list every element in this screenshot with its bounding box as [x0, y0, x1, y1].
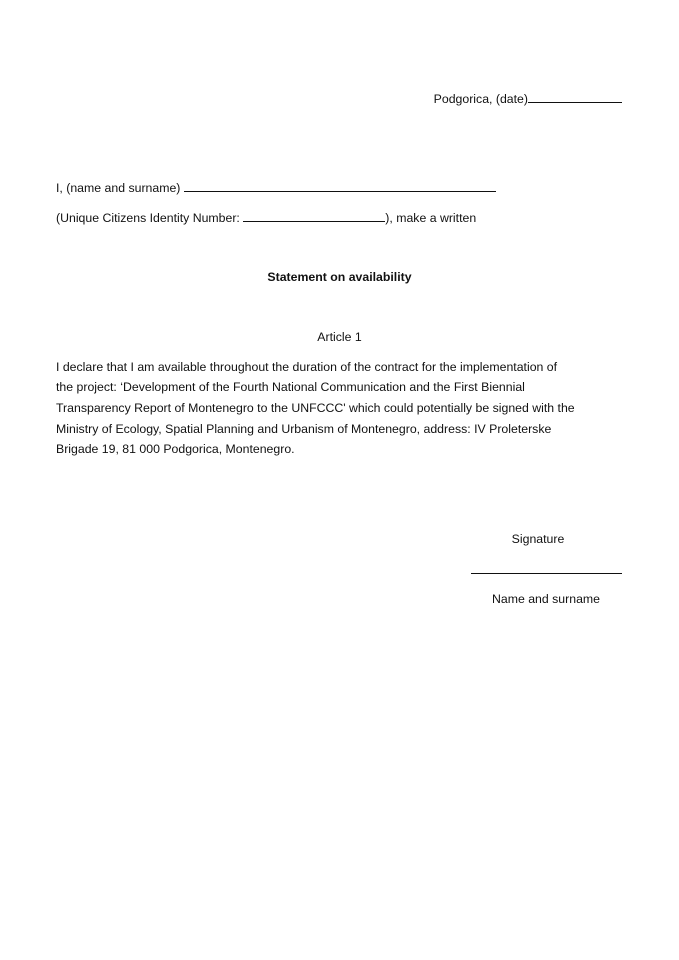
place-date-line: [434, 90, 622, 107]
article-line: Brigade 19, 81 000 Podgorica, Montenegro.: [56, 442, 295, 456]
ucin-line: [56, 209, 476, 226]
article-line: Transparency Report of Montenegro to the UNFCCC' which could potentially be signed with the: [56, 401, 575, 415]
ucin-blank: [243, 209, 385, 222]
ucin-suffix: ), make a written: [385, 211, 477, 225]
date-blank: [528, 90, 622, 103]
article-line: I declare that I am available throughout the duration of the contract for the implementation of: [56, 360, 558, 374]
name-line: [56, 179, 496, 196]
place-date-label: Podgorica, (date): [433, 92, 528, 106]
article-line: Ministry of Ecology, Spatial Planning and Urbanism of Montenegro, address: IV Proleterske: [56, 422, 552, 436]
signature-line: [471, 573, 622, 574]
statement-title: Statement on availability: [267, 270, 412, 284]
name-label: I, (name and surname): [56, 181, 181, 195]
ucin-label: (Unique Citizens Identity Number:: [56, 211, 240, 225]
article-line: the project: ‘Development of the Fourth National Communication and the First Biennial: [56, 380, 525, 394]
name-blank: [184, 179, 496, 192]
article-heading: Article 1: [317, 330, 362, 344]
signature-label: Signature: [511, 532, 565, 546]
name-surname-label: Name and surname: [492, 592, 600, 606]
